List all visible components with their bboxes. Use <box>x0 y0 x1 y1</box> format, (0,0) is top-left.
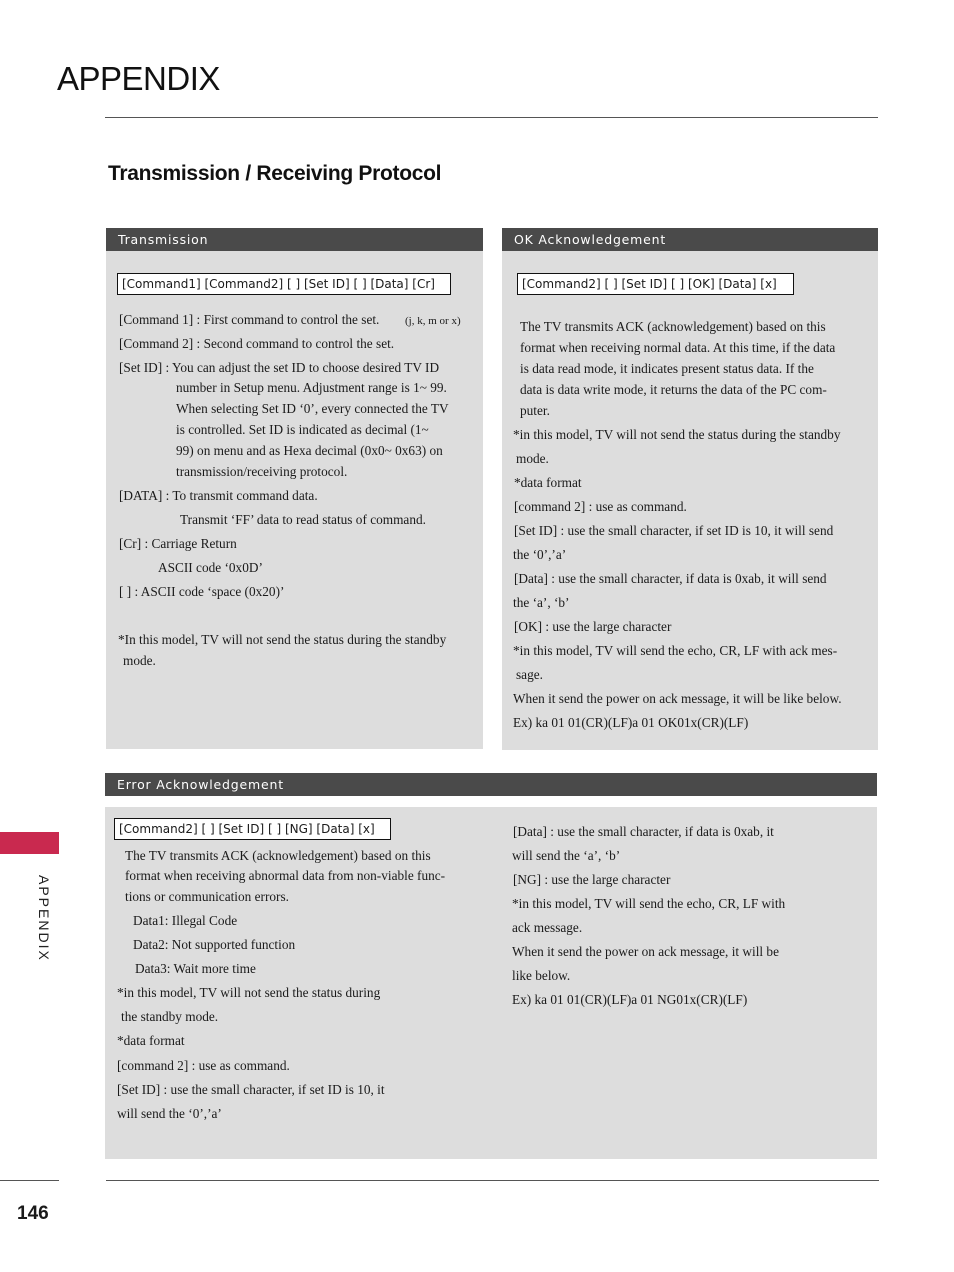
error-ack-line: will send the ‘0’,’a’ <box>117 1106 222 1121</box>
transmission-heading: Transmission <box>106 228 483 251</box>
side-section-tab <box>0 832 59 854</box>
ok-ack-line: [Data] : use the small character, if data is 0xab, it will send <box>514 571 827 586</box>
transmission-line: 99) on menu and as Hexa decimal (0x0~ 0x63) on <box>176 443 443 458</box>
transmission-line: [Set ID] : You can adjust the set ID to choose desired TV ID <box>119 360 440 375</box>
error-ack-line: Data1: Illegal Code <box>133 913 238 928</box>
transmission-line: [ ] : ASCII code ‘space (0x20)’ <box>119 584 285 599</box>
transmission-command-format: [Command1] [Command2] [ ] [Set ID] [ ] [Data] [Cr] <box>117 273 451 295</box>
ok-ack-line: When it send the power on ack message, it will be like below. <box>513 691 842 706</box>
ok-ack-line: format when receiving normal data. At this time, if the data <box>520 340 836 355</box>
error-ack-line: [Set ID] : use the small character, if set ID is 10, it <box>117 1082 385 1097</box>
footer-divider <box>106 1180 879 1181</box>
transmission-line: is controlled. Set ID is indicated as decimal (1~ <box>176 422 429 437</box>
transmission-line: *In this model, TV will not send the status during the standby <box>118 632 447 647</box>
error-ack-line: *in this model, TV will send the echo, CR, LF with <box>512 896 786 911</box>
ok-ack-line: data is data write mode, it returns the data of the PC com- <box>520 382 827 397</box>
error-ack-line: Ex) ka 01 01(CR)(LF)a 01 NG01x(CR)(LF) <box>512 992 748 1007</box>
error-ack-line: Data3: Wait more time <box>135 961 256 976</box>
error-ack-line: When it send the power on ack message, it will be <box>512 944 779 959</box>
error-ack-command-format: [Command2] [ ] [Set ID] [ ] [NG] [Data] [x] <box>114 818 391 840</box>
ok-ack-line: [OK] : use the large character <box>514 619 672 634</box>
transmission-line: mode. <box>123 653 156 668</box>
ok-ack-line: sage. <box>516 667 543 682</box>
transmission-line: [Command 1] : First command to control the set. <box>119 312 380 327</box>
error-ack-line: [command 2] : use as command. <box>117 1058 290 1073</box>
error-ack-line: will send the ‘a’, ‘b’ <box>512 848 621 863</box>
transmission-line: [Command 2] : Second command to control the set. <box>119 336 395 351</box>
page-number: 146 <box>17 1203 49 1224</box>
ok-ack-line: *in this model, TV will not send the status during the standby <box>513 427 841 442</box>
ok-ack-line: is data read mode, it indicates present status data. If the <box>520 361 814 376</box>
transmission-line: (j, k, m or x) <box>405 315 461 327</box>
error-ack-line: ack message. <box>512 920 583 935</box>
error-ack-heading: Error Acknowledgement <box>105 773 877 796</box>
error-ack-line: format when receiving abnormal data from non-viable func- <box>125 868 446 883</box>
ok-ack-line: [command 2] : use as command. <box>514 499 687 514</box>
transmission-line: Transmit ‘FF’ data to read status of command. <box>180 512 426 527</box>
ok-ack-line: *data format <box>514 475 582 490</box>
transmission-line: When selecting Set ID ‘0’, every connected the TV <box>176 401 449 416</box>
ok-ack-command-format: [Command2] [ ] [Set ID] [ ] [OK] [Data] [x] <box>517 273 794 295</box>
transmission-line: transmission/receiving protocol. <box>176 464 348 479</box>
error-ack-line: Data2: Not supported function <box>133 937 296 952</box>
ok-ack-line: puter. <box>520 403 550 418</box>
transmission-line: number in Setup menu. Adjustment range is 1~ 99. <box>176 380 447 395</box>
transmission-line: ASCII code ‘0x0D’ <box>158 560 263 575</box>
ok-ack-line: Ex) ka 01 01(CR)(LF)a 01 OK01x(CR)(LF) <box>513 715 749 730</box>
section-title: Transmission / Receiving Protocol <box>108 162 442 185</box>
ok-ack-line: The TV transmits ACK (acknowledgement) based on this <box>520 319 826 334</box>
error-ack-line: [Data] : use the small character, if data is 0xab, it <box>513 824 774 839</box>
ok-ack-line: [Set ID] : use the small character, if set ID is 10, it will send <box>514 523 834 538</box>
error-ack-line: [NG] : use the large character <box>513 872 671 887</box>
error-ack-line: tions or communication errors. <box>125 889 289 904</box>
error-ack-line: like below. <box>512 968 571 983</box>
transmission-line: [Cr] : Carriage Return <box>119 536 237 551</box>
header-divider <box>105 117 878 118</box>
ok-ack-heading: OK Acknowledgement <box>502 228 878 251</box>
side-section-label: APPENDIX <box>36 875 52 962</box>
ok-ack-line: *in this model, TV will send the echo, CR, LF with ack mes- <box>513 643 838 658</box>
transmission-line: [DATA] : To transmit command data. <box>119 488 318 503</box>
ok-ack-line: the ‘0’,’a’ <box>513 547 567 562</box>
footer-left-divider <box>0 1180 59 1181</box>
ok-ack-line: the ‘a’, ‘b’ <box>513 595 570 610</box>
error-ack-line: the standby mode. <box>121 1009 219 1024</box>
error-ack-line: *data format <box>117 1033 185 1048</box>
page-header-title: APPENDIX <box>57 60 220 97</box>
error-ack-line: *in this model, TV will not send the status during <box>117 985 381 1000</box>
error-ack-line: The TV transmits ACK (acknowledgement) based on this <box>125 848 431 863</box>
ok-ack-line: mode. <box>516 451 549 466</box>
